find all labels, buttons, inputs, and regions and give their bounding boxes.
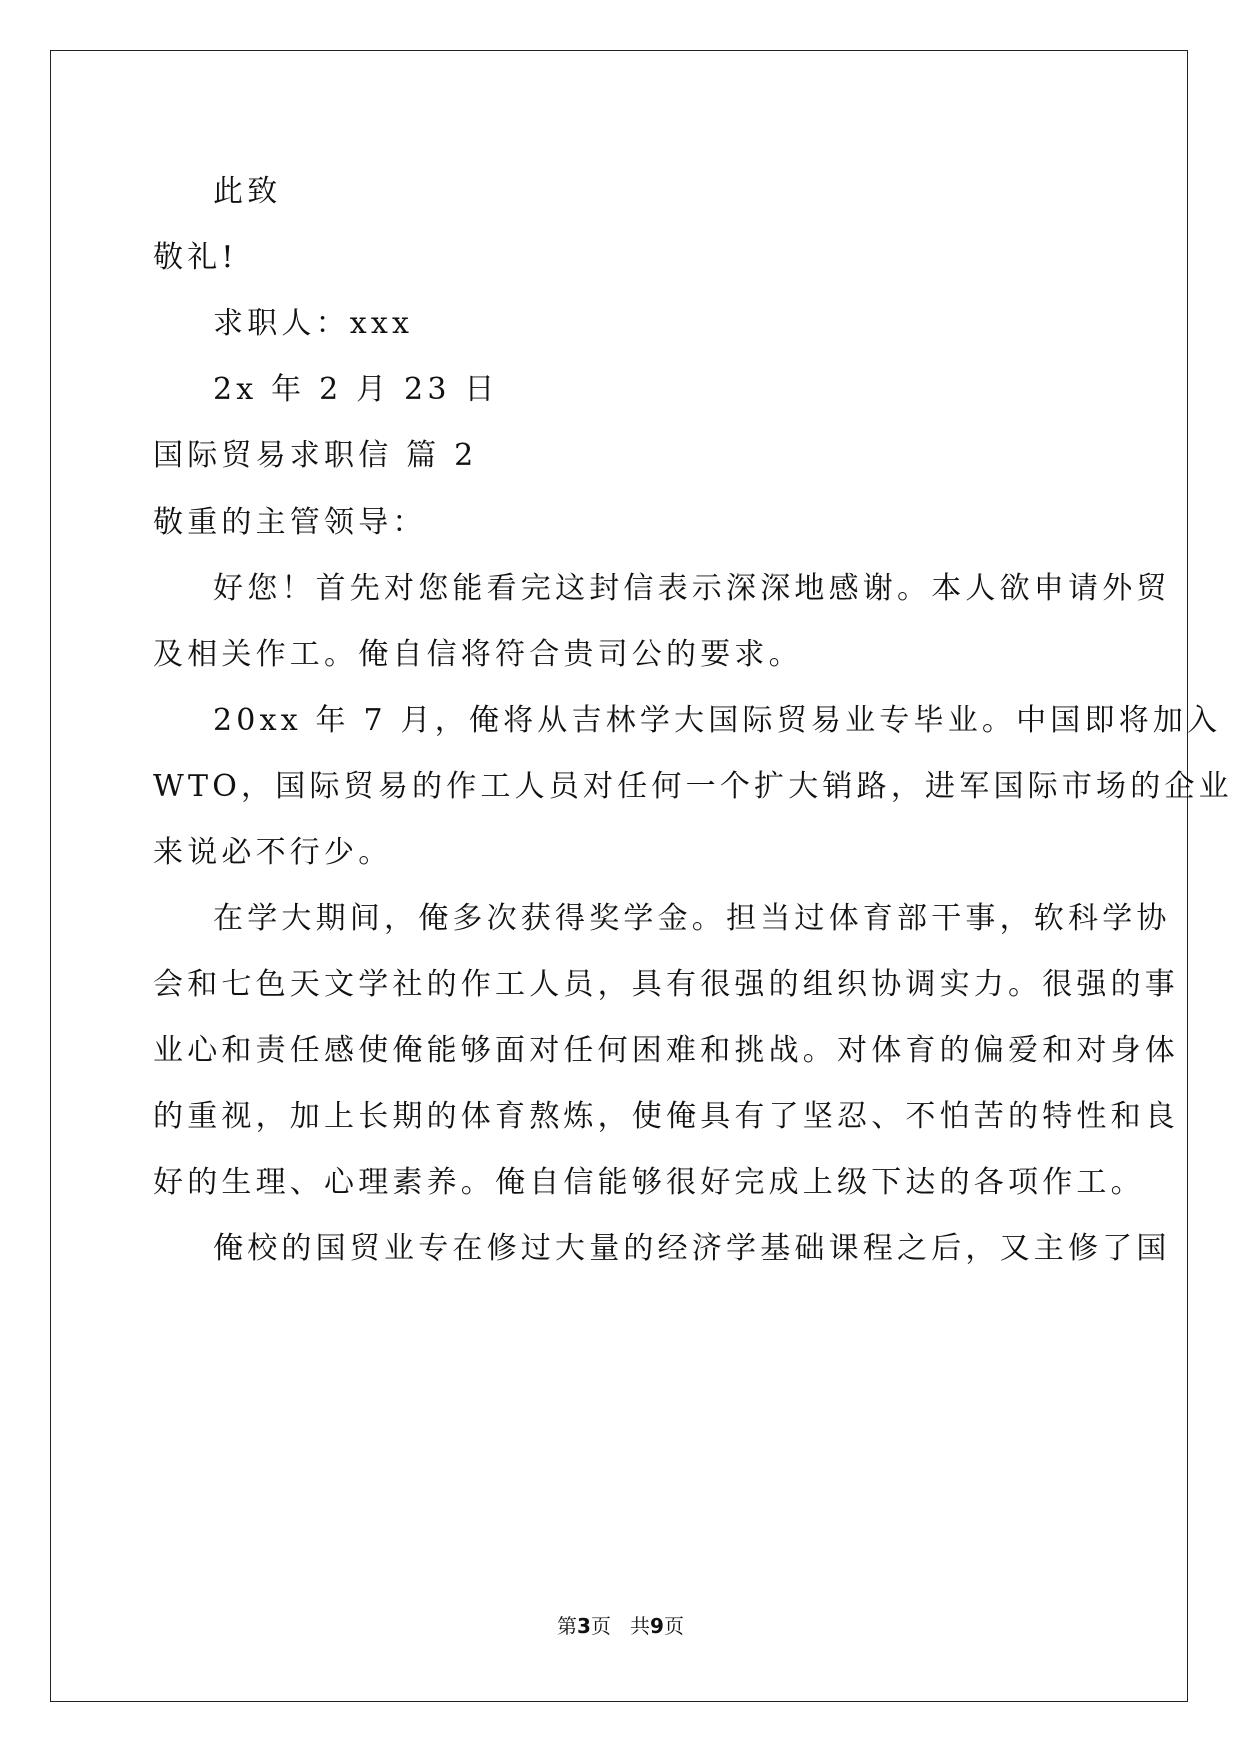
- paragraph-line: 在学大期间，俺多次获得奖学金。担当过体育部干事，软科学协: [213, 901, 1171, 936]
- paragraph-line: 20xx 年 7 月，俺将从吉林学大国际贸易业专毕业。中国即将加入: [213, 703, 1222, 738]
- paragraph-line: 好的生理、心理素养。俺自信能够很好完成上级下达的各项作工。: [153, 1165, 1145, 1200]
- signature-applicant: 求职人：xxx: [213, 306, 414, 341]
- paragraph-line: 来说必不行少。: [153, 835, 393, 870]
- total-pages-prefix: 共: [630, 1614, 651, 1638]
- paragraph-line: 好您！首先对您能看完这封信表示深深地感谢。本人欲申请外贸: [213, 571, 1171, 606]
- letter-greeting: 敬重的主管领导：: [153, 505, 427, 540]
- closing-regards: 敬礼!: [153, 240, 238, 275]
- paragraph-line: 及相关作工。俺自信将符合贵司公的要求。: [153, 637, 803, 672]
- paragraph-line: WTO，国际贸易的作工人员对任何一个扩大销路，进军国际市场的企业: [153, 769, 1233, 804]
- page-number-suffix: 页: [590, 1614, 611, 1638]
- total-pages-number: 9: [650, 1614, 664, 1638]
- current-page-number: 3: [577, 1614, 591, 1638]
- total-pages-suffix: 页: [663, 1614, 684, 1638]
- paragraph-line: 俺校的国贸业专在修过大量的经济学基础课程之后，又主修了国: [213, 1231, 1171, 1266]
- paragraph-line: 业心和责任感使俺能够面对任何困难和挑战。对体育的偏爱和对身体: [153, 1033, 1179, 1068]
- section-title: 国际贸易求职信 篇 2: [153, 438, 478, 473]
- page-number-prefix: 第: [557, 1614, 578, 1638]
- paragraph-line: 会和七色天文学社的作工人员，具有很强的组织协调实力。很强的事: [153, 967, 1179, 1002]
- paragraph-line: 的重视，加上长期的体育熬炼，使俺具有了坚忍、不怕苦的特性和良: [153, 1099, 1179, 1134]
- closing-salutation: 此致: [213, 174, 282, 209]
- page-border: [50, 50, 1188, 1702]
- page-footer: [0, 1614, 1241, 1638]
- signature-date: 2x 年 2 月 23 日: [213, 372, 499, 407]
